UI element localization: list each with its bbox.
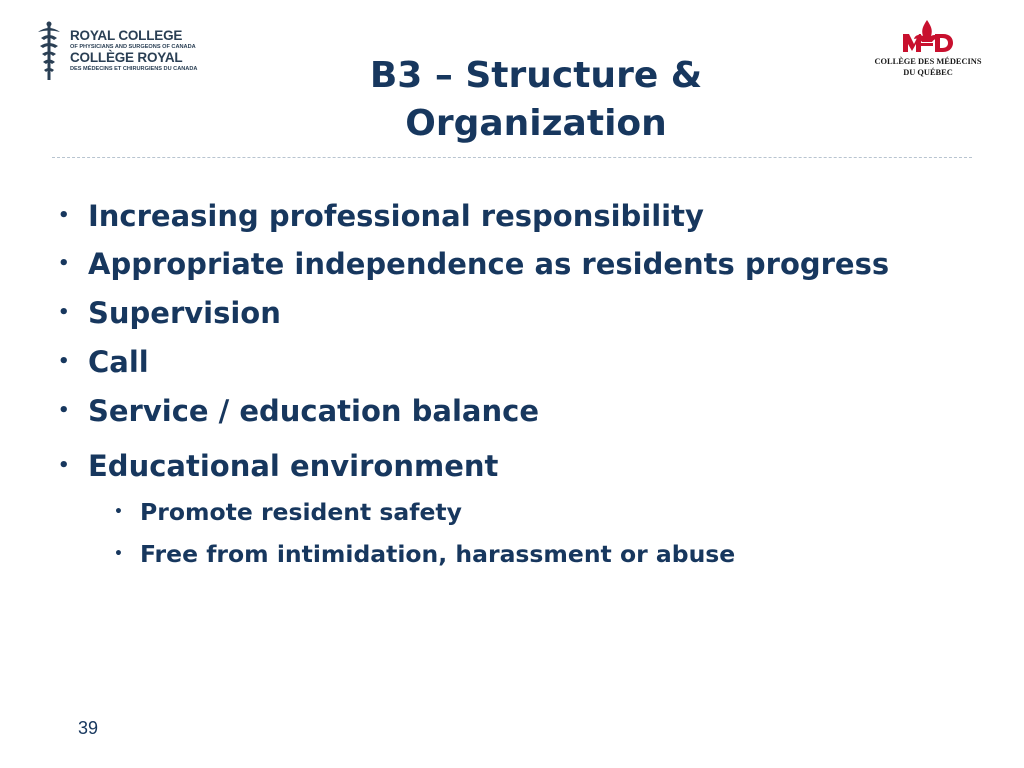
bullet-text: Supervision [88,296,281,330]
rc-subtitle-fr: DES MÉDECINS ET CHIRURGIENS DU CANADA [70,66,198,72]
rc-name-en: ROYAL COLLEGE [70,28,183,43]
bullet-item [56,446,976,486]
cmq-name-line2: DU QUÉBEC [903,68,953,77]
cmq-logo [866,18,990,80]
bullet-item [56,244,976,284]
sub-bullet-text: Promote resident safety [140,498,462,526]
bullet-dot-icon: • [58,400,70,421]
royal-college-logo [34,20,198,84]
bullet-text: Call [88,345,149,379]
bullet-dot-icon: • [58,455,70,476]
slide-title-line2: Organization [405,103,667,144]
page-number: 39 [78,718,99,738]
rc-subtitle-en: OF PHYSICIANS AND SURGEONS OF CANADA [70,44,196,50]
cmq-wordmark [866,56,990,78]
caduceus-emblem-icon [34,20,64,82]
bullet-dot-icon: • [114,546,123,562]
bullet-item [56,342,976,382]
slide-title [270,52,802,148]
bullet-list [56,196,976,579]
bullet-text: Increasing professional responsibility [88,199,704,233]
bullet-dot-icon: • [58,351,70,372]
bullet-dot-icon: • [58,253,70,274]
royal-college-wordmark [70,29,197,73]
slide-title-line1: B3 – Structure & [369,55,703,96]
bullet-item [56,196,976,236]
bullet-text: Service / education balance [88,394,539,428]
cmq-name-line1: COLLÈGE DES MÉDECINS [874,57,982,66]
sub-bullet-item [56,537,976,571]
bullet-dot-icon: • [58,205,70,226]
bullet-item [56,391,976,431]
sub-bullet-text: Free from intimidation, harassment or abuse [140,540,736,568]
bullet-item [56,293,976,333]
bullet-text: Educational environment [88,449,499,483]
bullet-text: Appropriate independence as residents progress [88,247,890,281]
bullet-dot-icon: • [58,302,70,323]
bullet-dot-icon: • [114,504,123,520]
title-divider [52,157,972,158]
fleur-de-lis-md-icon [899,18,955,54]
sub-bullet-item [56,495,976,529]
rc-name-fr: COLLÈGE ROYAL [70,50,183,65]
